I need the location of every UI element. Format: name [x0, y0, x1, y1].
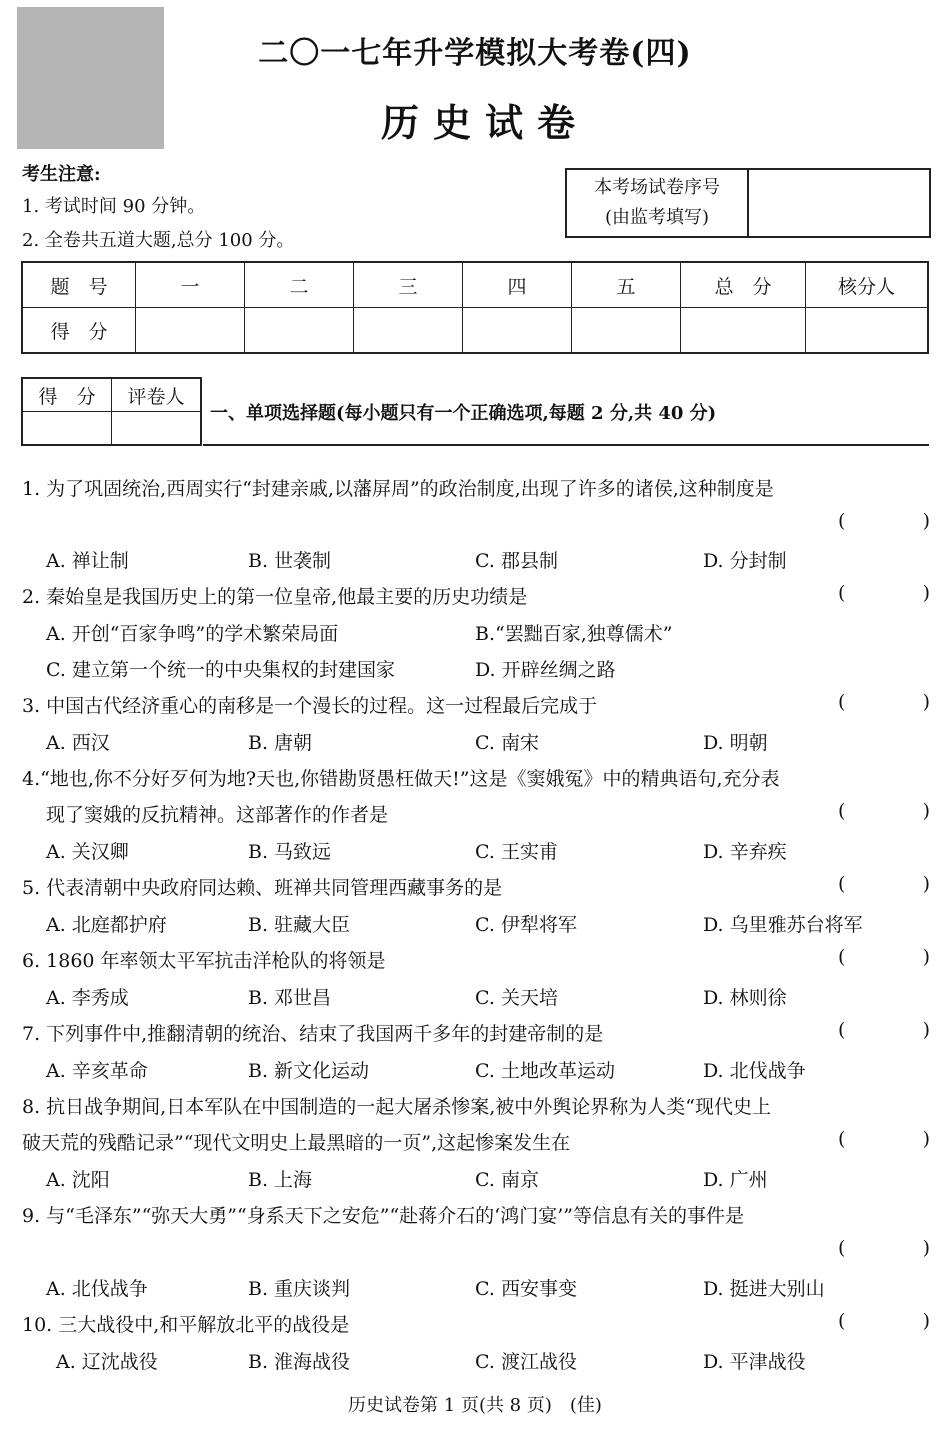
option: A. 开创“百家争鸣”的学术繁荣局面	[46, 623, 339, 645]
option: A. 辛亥革命	[46, 1060, 148, 1082]
option: B. 世袭制	[248, 550, 332, 572]
question-stem: 2. 秦始皇是我国历史上的第一位皇帝,他最主要的历史功绩是	[22, 586, 528, 608]
option: A. 西汉	[46, 732, 110, 754]
question-stem: 9. 与“毛泽东”“弥天大勇”“身系天下之安危”“赴蒋介石的‘鸿门宴’”等信息有关的事件是	[22, 1205, 744, 1227]
score-header-cell: 总 分	[681, 262, 806, 308]
option: D. 开辟丝绸之路	[475, 659, 616, 681]
question-stem: 6. 1860 年率领太平军抗击洋枪队的将领是	[22, 950, 386, 972]
question-stem: 1. 为了巩固统治,西周实行“封建亲戚,以藩屏周”的政治制度,出现了许多的诸侯,这种制度是	[22, 478, 774, 500]
score-cell[interactable]	[354, 308, 463, 354]
score-row-label: 得 分	[22, 308, 136, 354]
question-stem: 7. 下列事件中,推翻清朝的统治、结束了我国两千多年的封建帝制的是	[22, 1023, 604, 1045]
exam-title: 二〇一七年升学模拟大考卷(四)	[258, 36, 692, 71]
option: A. 北伐战争	[46, 1278, 148, 1300]
option: D. 明朝	[703, 732, 768, 754]
option: B. 马致远	[248, 841, 332, 863]
answer-bracket[interactable]: ( )	[838, 1310, 930, 1332]
option: C. 西安事变	[475, 1278, 577, 1300]
question-stem-continued: 破天荒的残酷记录”“现代文明史上最黑暗的一页”,这起惨案发生在	[22, 1132, 571, 1154]
option: C. 建立第一个统一的中央集权的封建国家	[46, 659, 395, 681]
score-table	[21, 261, 929, 354]
option: C. 南京	[475, 1169, 539, 1191]
option: D. 北伐战争	[703, 1060, 806, 1082]
option: A. 北庭都护府	[46, 914, 167, 936]
option: B. 重庆谈判	[248, 1278, 351, 1300]
score-header-cell: 五	[572, 262, 681, 308]
option: B. 驻藏大臣	[248, 914, 351, 936]
option: C. 郡县制	[475, 550, 558, 572]
option: C. 伊犁将军	[475, 914, 577, 936]
score-header-cell: 三	[354, 262, 463, 308]
score-header-cell: 二	[245, 262, 354, 308]
score-header-row	[22, 262, 928, 308]
option: B. 新文化运动	[248, 1060, 370, 1082]
score-cell[interactable]	[572, 308, 681, 354]
section-title: 一、单项选择题(每小题只有一个正确选项,每题 2 分,共 40 分)	[210, 403, 717, 424]
option: A. 李秀成	[46, 987, 129, 1009]
option: B. 唐朝	[248, 732, 313, 754]
score-cell[interactable]	[136, 308, 245, 354]
score-cell[interactable]	[806, 308, 929, 354]
option: D. 挺进大别山	[703, 1278, 825, 1300]
seat-number-field[interactable]	[748, 169, 930, 237]
score-header-cell: 四	[463, 262, 572, 308]
question-stem: 4.“地也,你不分好歹何为地?天也,你错勘贤愚枉做天!”这是《窦娥冤》中的精典语句,充分表	[22, 768, 780, 790]
option: D. 平津战役	[703, 1351, 806, 1373]
grader-name-label: 评卷人	[112, 378, 202, 412]
option: C. 关天培	[475, 987, 558, 1009]
seat-number-label: 本考场试卷序号 (由监考填写)	[566, 169, 748, 237]
option: B. 上海	[248, 1169, 313, 1191]
answer-bracket[interactable]: ( )	[838, 582, 930, 604]
subject-title: 历史试卷	[380, 100, 589, 145]
grader-table	[21, 377, 202, 446]
option: D. 分封制	[703, 550, 787, 572]
question-stem: 5. 代表清朝中央政府同达赖、班禅共同管理西藏事务的是	[22, 877, 503, 899]
answer-bracket[interactable]: ( )	[838, 1128, 930, 1150]
option: A. 关汉卿	[46, 841, 129, 863]
score-header-cell: 题 号	[22, 262, 136, 308]
grader-name-cell[interactable]	[112, 412, 202, 446]
score-header-cell: 核分人	[806, 262, 929, 308]
notice-item: 1. 考试时间 90 分钟。	[22, 196, 206, 217]
score-header-cell: 一	[136, 262, 245, 308]
option: D. 广州	[703, 1169, 768, 1191]
option: D. 林则徐	[703, 987, 787, 1009]
option: D. 乌里雅苏台将军	[703, 914, 863, 936]
answer-bracket[interactable]: ( )	[838, 1019, 930, 1041]
question-stem: 10. 三大战役中,和平解放北平的战役是	[22, 1314, 350, 1336]
option: B. 淮海战役	[248, 1351, 351, 1373]
grader-score-cell[interactable]	[22, 412, 112, 446]
answer-bracket[interactable]: ( )	[838, 510, 930, 532]
option: C. 土地改革运动	[475, 1060, 615, 1082]
notice-item: 2. 全卷共五道大题,总分 100 分。	[22, 230, 295, 251]
option: C. 南宋	[475, 732, 539, 754]
answer-bracket[interactable]: ( )	[838, 800, 930, 822]
answer-bracket[interactable]: ( )	[838, 946, 930, 968]
option: D. 辛弃疾	[703, 841, 787, 863]
option: C. 王实甫	[475, 841, 558, 863]
question-stem: 3. 中国古代经济重心的南移是一个漫长的过程。这一过程最后完成于	[22, 695, 598, 717]
score-cell[interactable]	[681, 308, 806, 354]
score-cell[interactable]	[463, 308, 572, 354]
answer-bracket[interactable]: ( )	[838, 873, 930, 895]
option: C. 渡江战役	[475, 1351, 577, 1373]
answer-bracket[interactable]: ( )	[838, 691, 930, 713]
seat-number-box	[565, 168, 931, 238]
notice-heading: 考生注意:	[22, 164, 101, 185]
answer-bracket[interactable]: ( )	[838, 1237, 930, 1259]
option: B.“罢黜百家,独尊儒术”	[475, 623, 673, 645]
score-cell[interactable]	[245, 308, 354, 354]
option: A. 辽沈战役	[56, 1351, 158, 1373]
section-divider	[203, 444, 929, 446]
question-stem: 8. 抗日战争期间,日本军队在中国制造的一起大屠杀惨案,被中外舆论界称为人类“现代史上	[22, 1096, 771, 1118]
page-footer: 历史试卷第 1 页(共 8 页) (佳)	[348, 1395, 602, 1416]
option: A. 禅让制	[46, 550, 129, 572]
option: A. 沈阳	[46, 1169, 110, 1191]
option: B. 邓世昌	[248, 987, 332, 1009]
score-value-row	[22, 308, 928, 354]
question-stem-continued: 现了窦娥的反抗精神。这部著作的作者是	[46, 804, 389, 826]
grader-score-label: 得 分	[22, 378, 112, 412]
